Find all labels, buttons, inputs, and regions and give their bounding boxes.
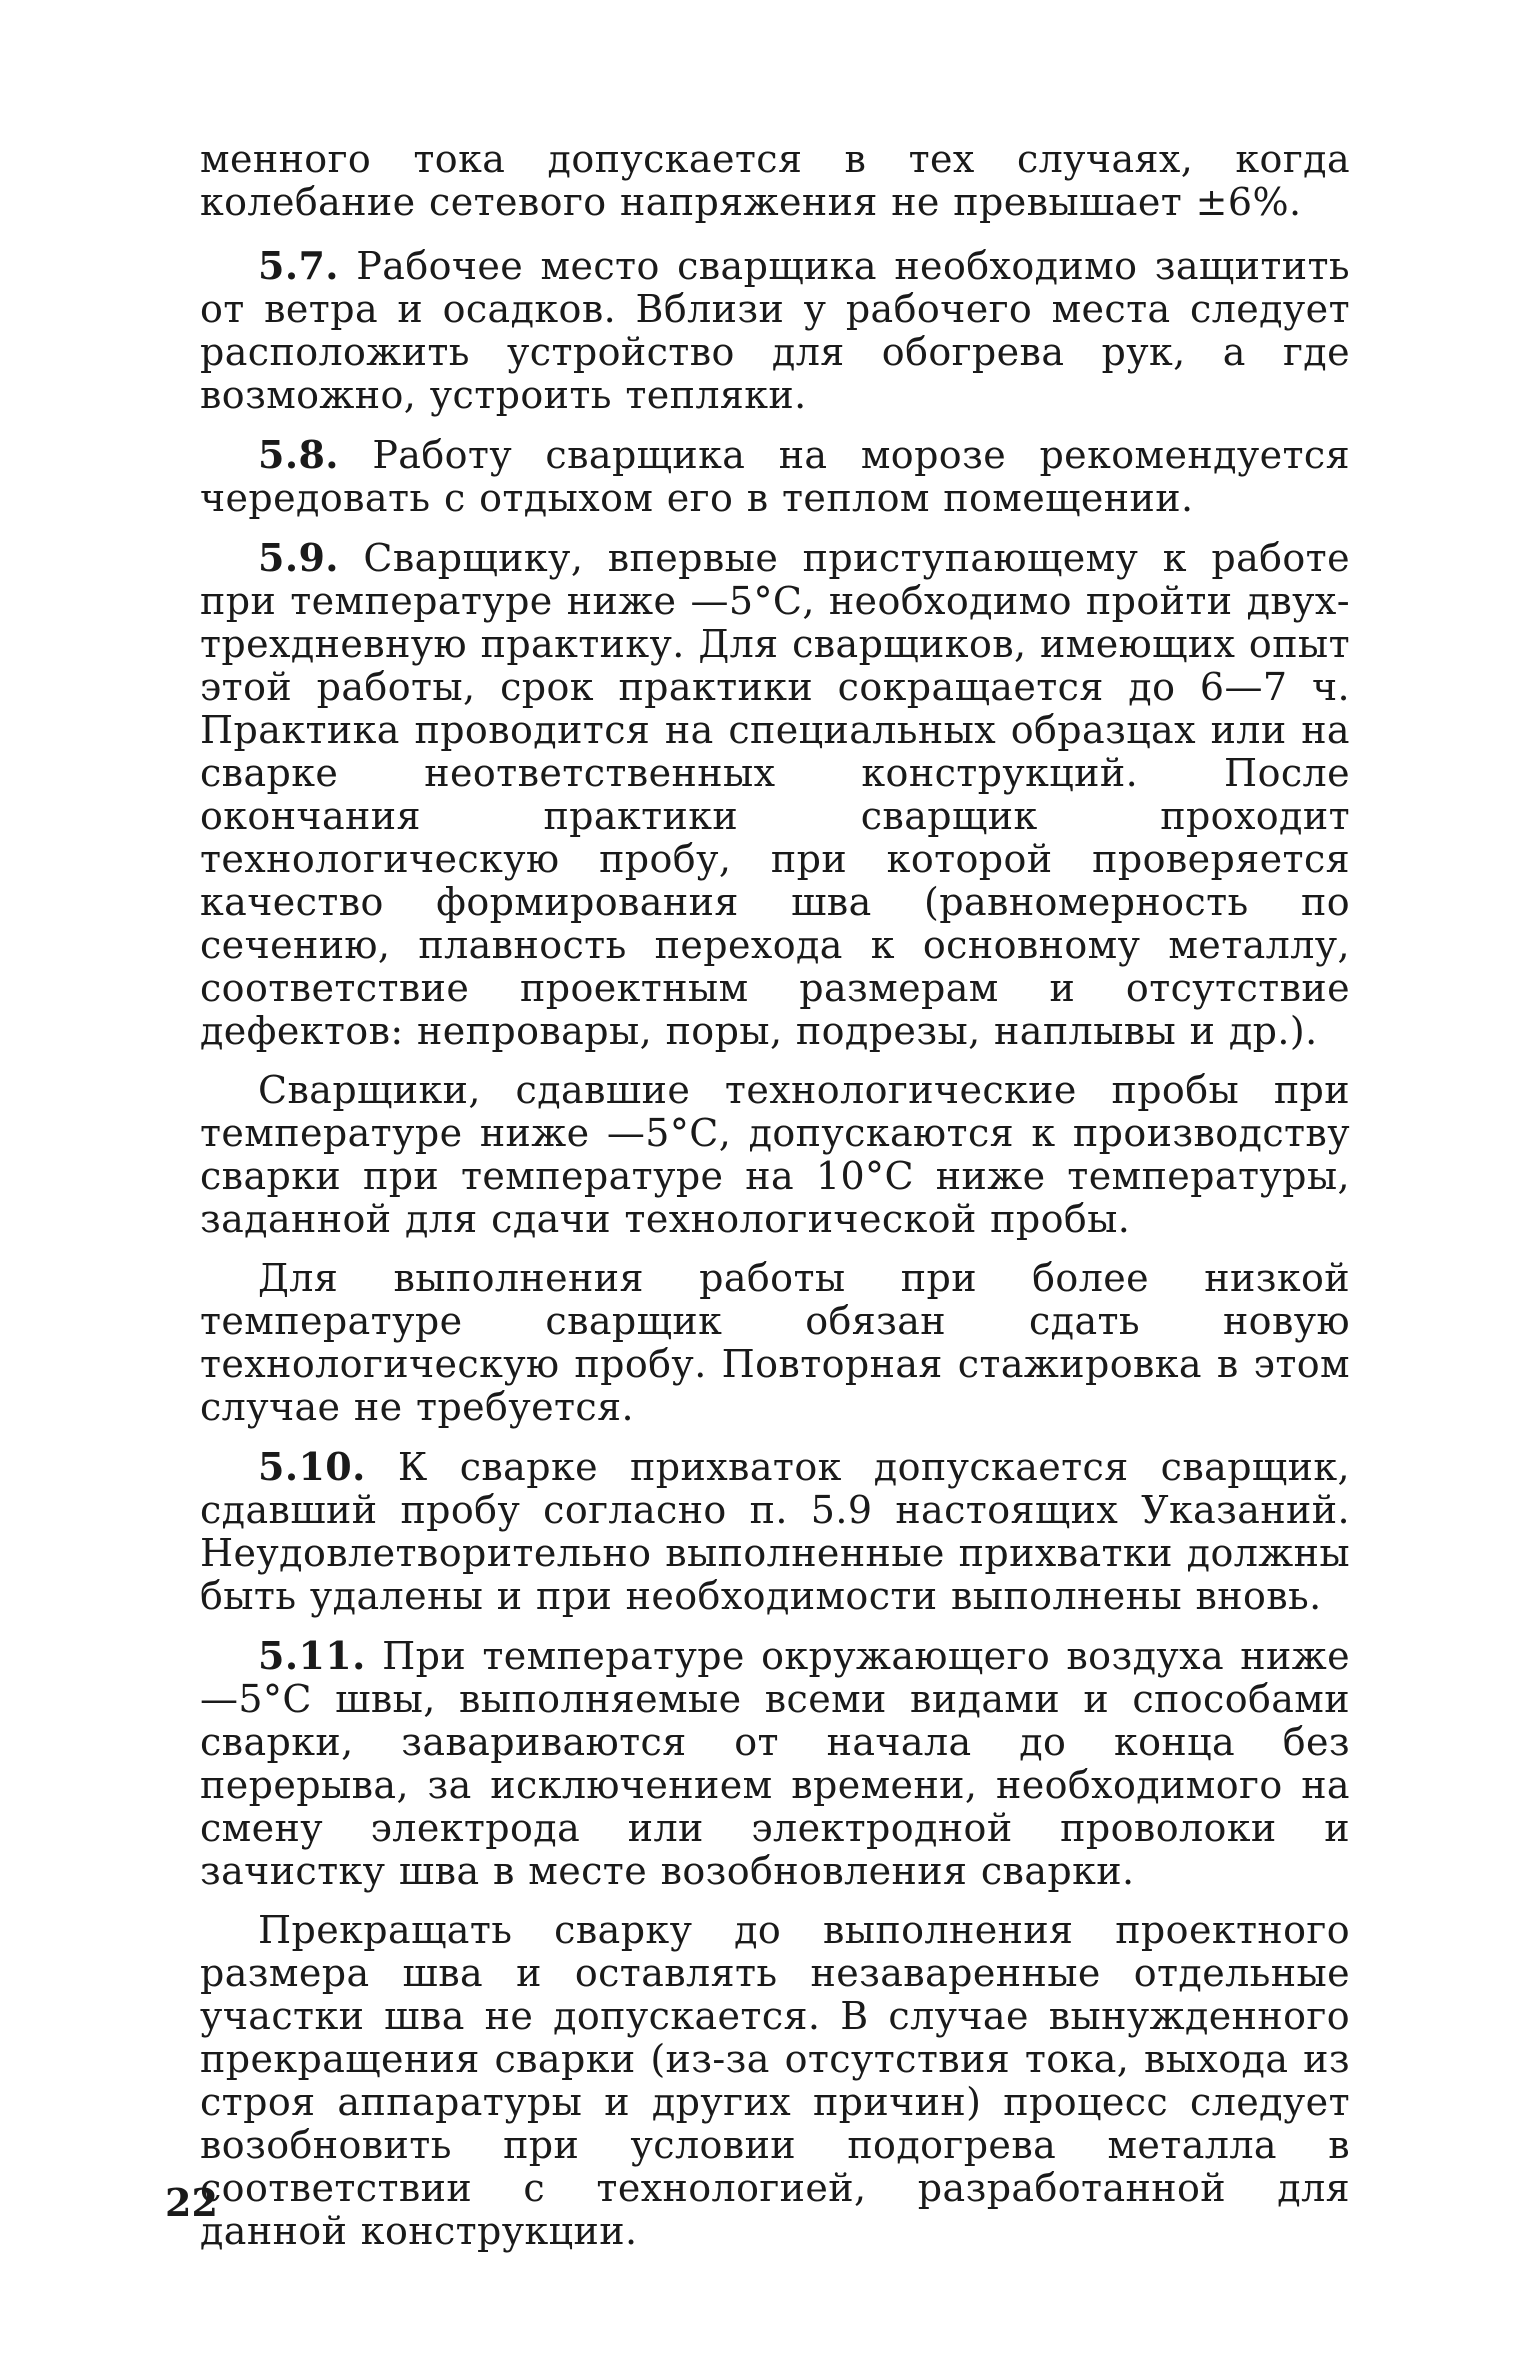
section-number: 5.10. [258,1444,366,1489]
section-5-9-paragraph-b: Сварщики, сдавшие технологические пробы при температуре ниже —5°С, допускаются к производству сварки при температуре на 10°С ниже температуры, заданной для сдачи технологической пробы. [200,1068,1350,1241]
section-number: 5.9. [258,535,339,580]
section-5-9 [200,536,1350,1053]
section-5-9-paragraph-c: Для выполнения работы при более низкой температуре сварщик обязан сдать новую технологическую пробу. Повторная стажировка в этом случае не требуется. [200,1256,1350,1429]
section-5-10 [200,1445,1350,1618]
section-text: Рабочее место сварщика необходимо защитить от ветра и осадков. Вблизи у рабочего места следует расположить устройство для обогрева рук, а где возможно, устроить тепляки. [200,244,1350,417]
section-text: При температуре окружающего воздуха ниже —5°С швы, выполняемые всеми видами и способами сварки, завариваются от начала до конца без перерыва, за исключением времени, необходимого на смену электрода или электродной проволоки и зачистку шва в месте возобновления сварки. [200,1634,1351,1893]
page-body [200,138,1350,2269]
section-5-8 [200,433,1350,520]
section-5-7 [200,244,1350,417]
section-5-11 [200,1634,1350,1893]
section-text: К сварке прихваток допускается сварщик, сдавший пробу согласно п. 5.9 настоящих Указаний. Неудовлетворительно выполненные прихватки должны быть удалены и при необходимости выполнены вновь. [200,1445,1351,1618]
section-text: Работу сварщика на морозе рекомендуется чередовать с отдыхом его в теплом помещении. [200,433,1350,520]
section-text: Сварщику, впервые приступающему к работе при температуре ниже —5°С, необходимо пройти двух-трехдневную практику. Для сварщиков, имеющих опыт этой работы, срок практики сокращается до 6—7 ч. Практика проводится на специальных образцах или на сварке неответственных конструкций. После окончания практики сварщик проходит технологическую пробу, при которой проверяется качество формирования шва (равномерность по сечению, плавность перехода к основному металлу, соответствие проектным размерам и отсутствие дефектов: непровары, поры, подрезы, наплывы и др.). [200,536,1350,1053]
page-number: 22 [165,2180,218,2225]
section-number: 5.7. [258,243,339,288]
section-5-11-paragraph-b: Прекращать сварку до выполнения проектного размера шва и оставлять незаваренные отдельные участки шва не допускается. В случае вынужденного прекращения сварки (из-за отсутствия тока, выхода из строя аппаратуры и других причин) процесс следует возобновить при условии подогрева металла в соответствии с технологией, разработанной для данной конструкции. [200,1908,1350,2253]
section-number: 5.11. [258,1633,366,1678]
continuation-paragraph: менного тока допускается в тех случаях, когда колебание сетевого напряжения не превышает ±6%. [200,137,1350,224]
section-number: 5.8. [258,432,339,477]
